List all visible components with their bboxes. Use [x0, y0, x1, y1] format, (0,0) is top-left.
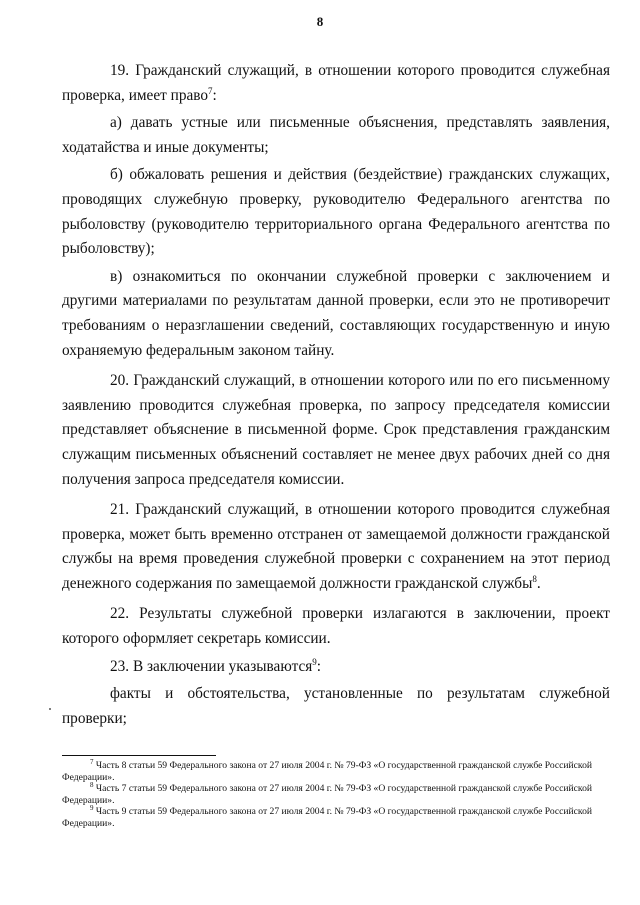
scan-artifact: [49, 708, 51, 710]
footnote-8: $^8$ Часть 7 статьи 59 Федерального закона от 27 июля 2004 г. № 79-ФЗ «О государственной гражданской службе Российской Федерации».: [62, 781, 593, 806]
paragraph-21: 21. Гражданский служащий, в отношении которого проводится служебная проверка, может быть временно отстранен от замещаемой должности гражданской службы на время проведения служебной проверки с сохранением на этот период денежного содержания по замещаемой должности гражданской службы$^8$.: [62, 501, 610, 592]
footnote-separator: [62, 755, 216, 756]
footnote-ref-8: 8: [532, 573, 537, 584]
paragraph-19a: а) давать устные или письменные объяснения, представлять заявления, ходатайства и иные документы;: [62, 114, 610, 156]
footnotes: [62, 757, 610, 830]
footnote-ref-9: 9: [312, 656, 317, 667]
paragraph-19b: б) обжаловать решения и действия (бездействие) гражданских служащих, проводящих служебную проверку, руководителю Федерального агентства по рыболовству (руководителю территориального органа Федерального агентства по рыболовству);: [62, 166, 610, 258]
footnote-9: $^9$ Часть 9 статьи 59 Федерального закона от 27 июля 2004 г. № 79-ФЗ «О государственной гражданской службе Российской Федерации».: [62, 804, 593, 829]
paragraph-20: 20. Гражданский служащий, в отношении которого или по его письменному заявлению проводится служебная проверка, по запросу председателя комиссии представляет объяснение в письменной форме. Срок представления гражданским служащим письменных объяснений составляет не менее двух рабочих дней со дня получения запроса председателя комиссии.: [62, 372, 610, 488]
paragraph-19: 19. Гражданский служащий, в отношении которого проводится служебная проверка, имеет право$^7$:: [62, 62, 610, 104]
page-number: 8: [316, 14, 324, 29]
paragraph-19v: в) ознакомиться по окончании служебной проверки с заключением и другими материалами по результатам данной проверки, если это не противоречит требованиям о неразглашении сведений, составляющих государственную и иную охраняемую федеральным законом тайну.: [62, 267, 610, 359]
footnote-7: $^7$ Часть 8 статьи 59 Федерального закона от 27 июля 2004 г. № 79-ФЗ «О государственной гражданской службе Российской Федерации».: [62, 757, 593, 783]
paragraph-23-item: факты и обстоятельства, установленные по результатам служебной проверки;: [62, 685, 610, 727]
paragraph-22: 22. Результаты служебной проверки излагаются в заключении, проект которого оформляет секретарь комиссии.: [62, 605, 610, 648]
footnote-ref-7: 7: [208, 85, 213, 96]
paragraph-23: 23. В заключении указываются$^9$:: [110, 656, 322, 675]
document-body: [62, 59, 610, 734]
